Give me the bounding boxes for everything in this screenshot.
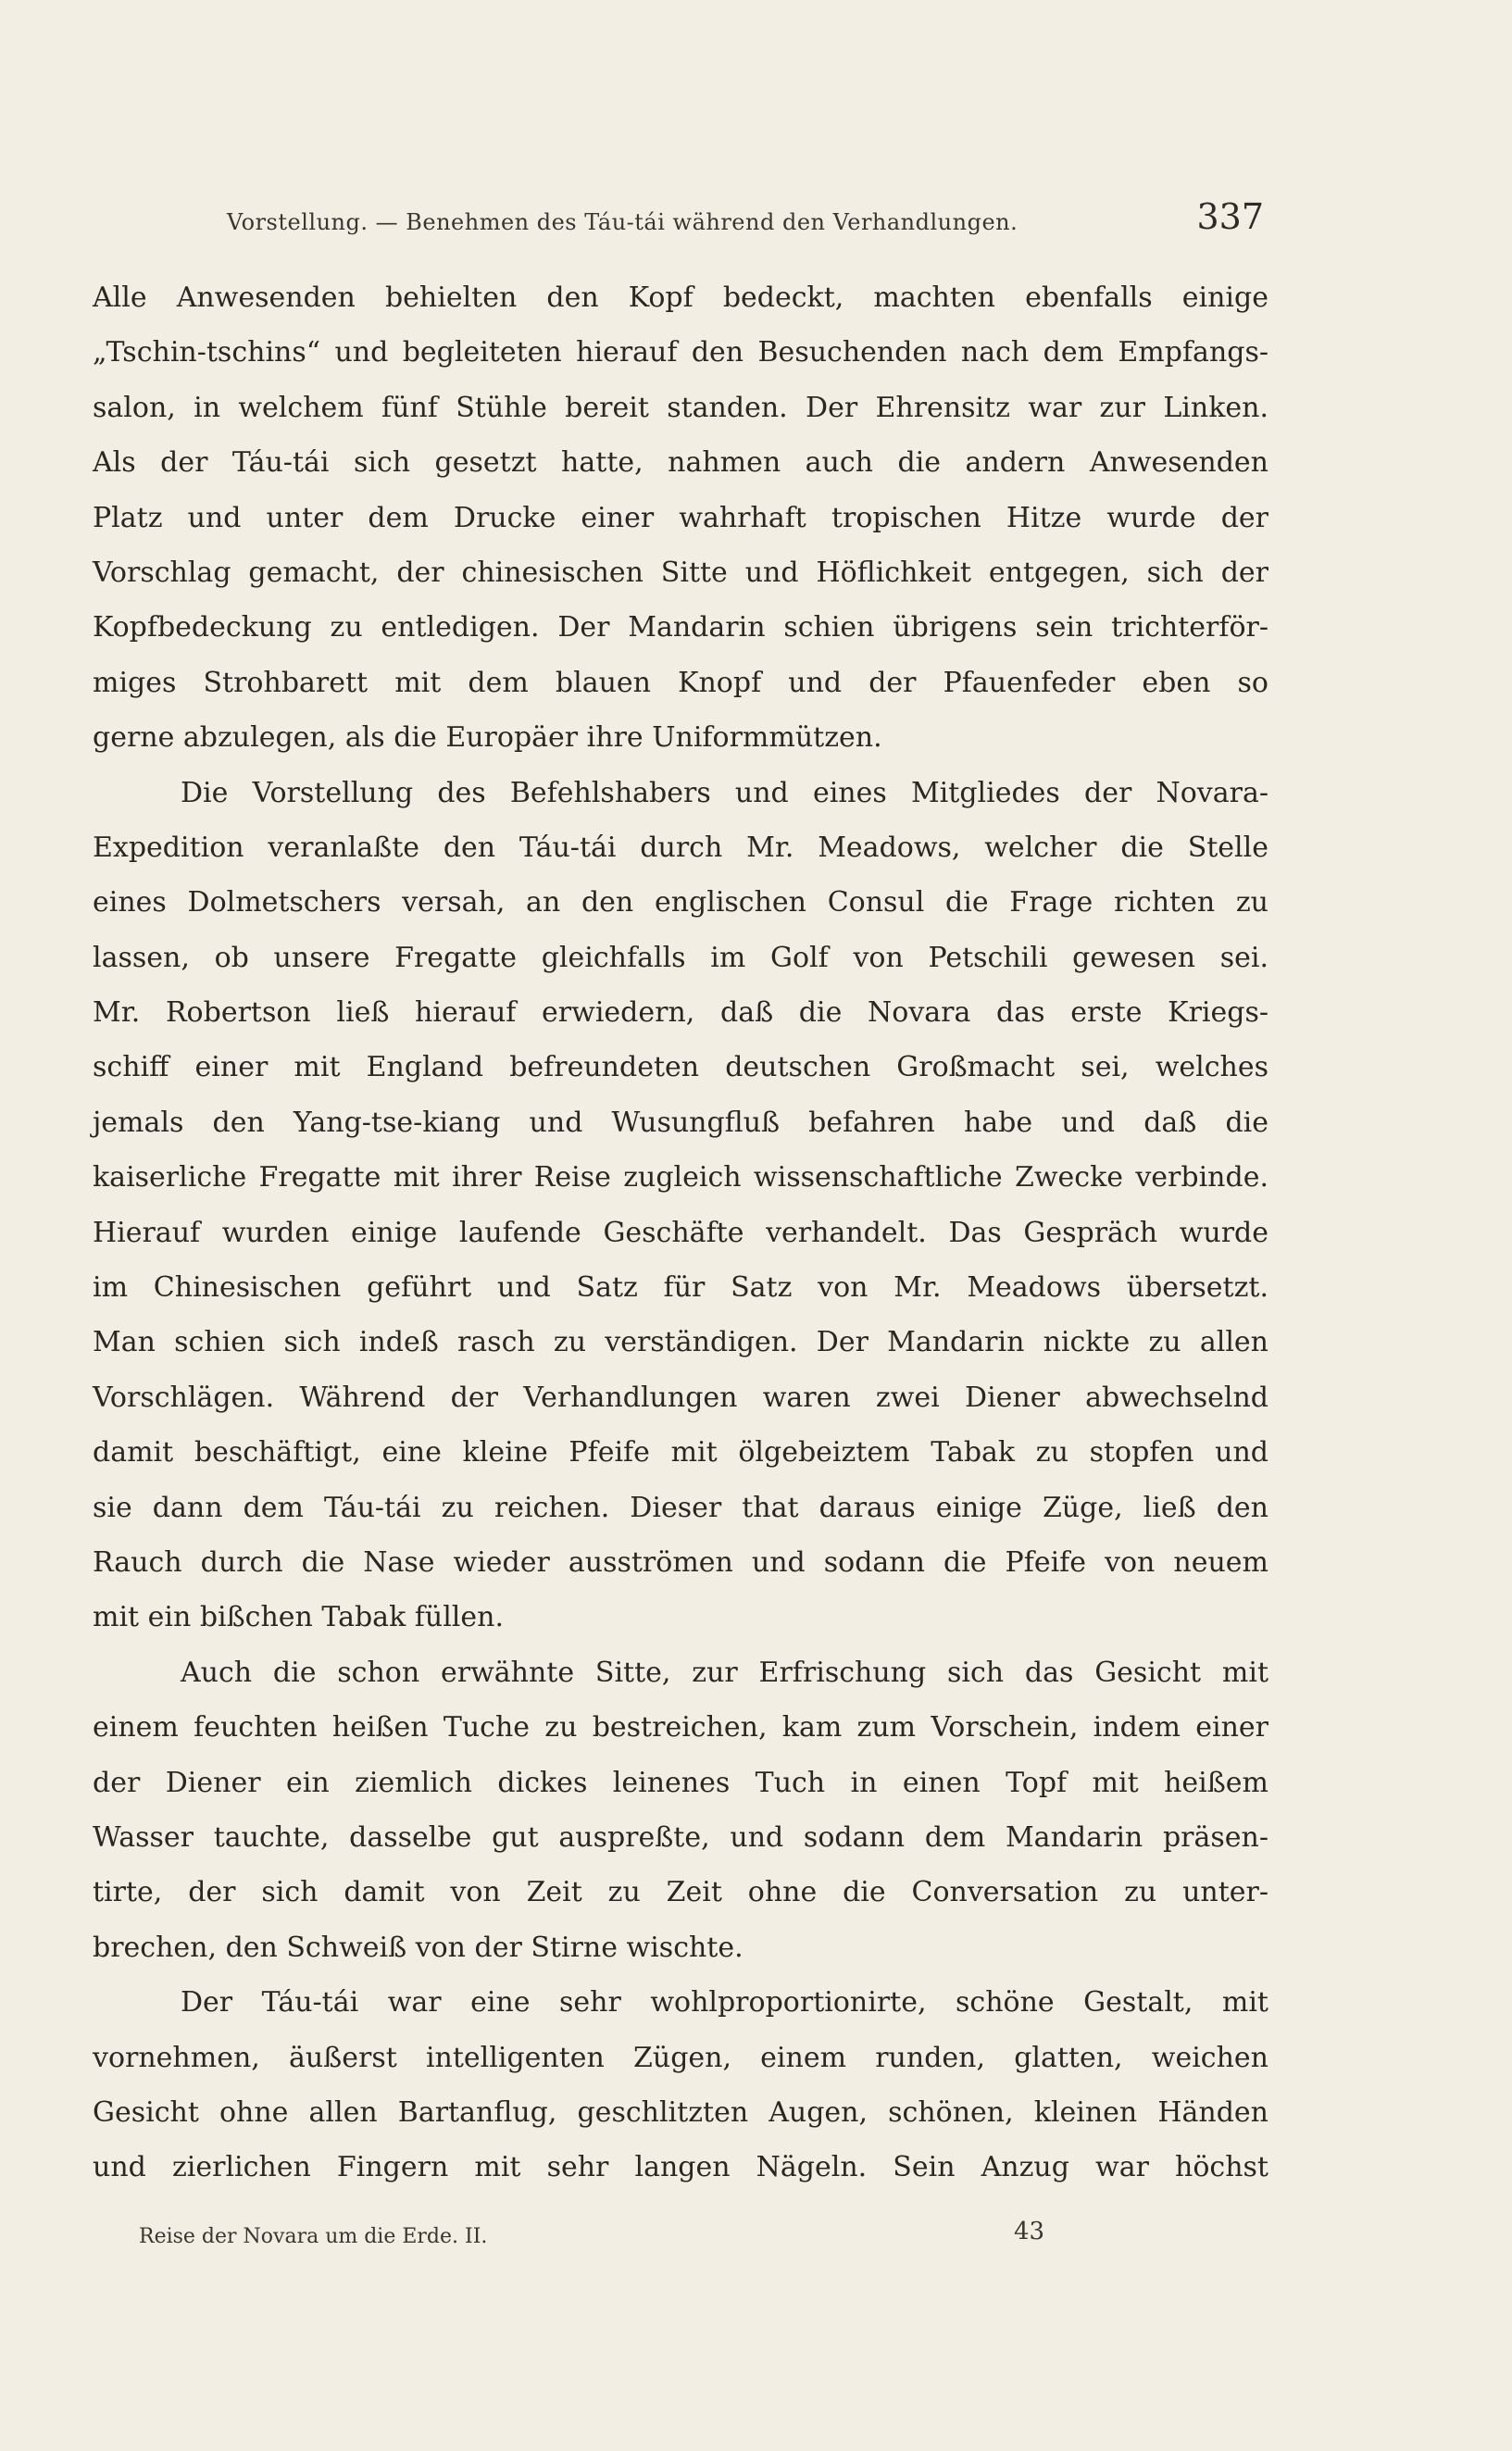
text-line: jemals den Yang-tse-kiang und Wusungfluß befahren habe und daß die [93,1106,1268,1139]
text-line: schiff einer mit England befreundeten deutschen Großmacht sei, welches [93,1051,1268,1084]
text-line: Kopfbedeckung zu entledigen. Der Mandarin schien übrigens sein trichterför- [93,611,1268,644]
text-line: salon, in welchem fünf Stühle bereit standen. Der Ehrensitz war zur Linken. [93,391,1268,424]
text-line: Platz und unter dem Drucke einer wahrhaft tropischen Hitze wurde der [93,501,1268,534]
text-line: eines Dolmetschers versah, an den englischen Consul die Frage richten zu [93,886,1268,919]
text-line: Hierauf wurden einige laufende Geschäfte verhandelt. Das Gespräch wurde [93,1216,1268,1249]
text-line: und zierlichen Fingern mit sehr langen Nägeln. Sein Anzug war höchst [93,2151,1268,2184]
text-line: miges Strohbarett mit dem blauen Knopf und der Pfauenfeder eben so [93,666,1268,699]
page-header [227,196,1264,252]
text-line: Gesicht ohne allen Bartanflug, geschlitzten Augen, schönen, kleinen Händen [93,2095,1268,2129]
text-line: brechen, den Schweiß von der Stirne wischte. [93,1931,744,1964]
text-line: vornehmen, äußerst intelligenten Zügen, einem runden, glatten, weichen [93,2041,1268,2074]
text-line: Auch die schon erwähnte Sitte, zur Erfrischung sich das Gesicht mit [181,1656,1268,1689]
text-line: im Chinesischen geführt und Satz für Satz von Mr. Meadows übersetzt. [93,1271,1268,1305]
text-line: Vorschlägen. Während der Verhandlungen waren zwei Diener abwechselnd [93,1381,1268,1414]
text-line: Wasser tauchte, dasselbe gut auspreßte, und sodann dem Mandarin präsen- [93,1820,1268,1854]
page-footer [139,2218,1065,2255]
text-line: Vorschlag gemacht, der chinesischen Sitte und Höflichkeit entgegen, sich der [93,556,1268,589]
text-line: Der Táu-tái war eine sehr wohlproportionirte, schöne Gestalt, mit [181,1986,1268,2020]
printer-signature: Reise der Novara um die Erde. II. [139,2225,488,2248]
text-line: Als der Táu-tái sich gesetzt hatte, nahmen auch die andern Anwesenden [93,446,1268,480]
text-line: kaiserliche Fregatte mit ihrer Reise zugleich wissenschaftliche Zwecke verbinde. [93,1161,1268,1194]
text-line: sie dann dem Táu-tái zu reichen. Dieser that daraus einige Züge, ließ den [93,1491,1268,1524]
text-line: einem feuchten heißen Tuche zu bestreichen, kam zum Vorschein, indem einer [93,1711,1268,1744]
sheet-number: 43 [1014,2218,1045,2245]
text-line: Expedition veranlaßte den Táu-tái durch Mr. Meadows, welcher die Stelle [93,831,1268,864]
page-number: 337 [1196,196,1264,237]
text-line: lassen, ob unsere Fregatte gleichfalls im Golf von Petschili gewesen sei. [93,941,1268,974]
text-line: der Diener ein ziemlich dickes leinenes Tuch in einen Topf mit heißem [93,1766,1268,1799]
text-line: Mr. Robertson ließ hierauf erwiedern, daß die Novara das erste Kriegs- [93,996,1268,1030]
text-line: damit beschäftigt, eine kleine Pfeife mit ölgebeiztem Tabak zu stopfen und [93,1436,1268,1469]
text-line: tirte, der sich damit von Zeit zu Zeit ohne die Conversation zu unter- [93,1876,1268,1909]
text-line: „Tschin-tschins“ und begleiteten hierauf den Besuchenden nach dem Empfangs- [93,336,1268,369]
text-line: gerne abzulegen, als die Europäer ihre Uniformmützen. [93,721,882,755]
text-line: mit ein bißchen Tabak füllen. [93,1601,505,1634]
body-text [93,270,1268,2195]
text-line: Man schien sich indeß rasch zu verständigen. Der Mandarin nickte zu allen [93,1326,1268,1359]
text-line: Rauch durch die Nase wieder ausströmen und sodann die Pfeife von neuem [93,1545,1268,1579]
running-head: Vorstellung. — Benehmen des Táu-tái während den Verhandlungen. [227,209,1018,235]
text-line: Die Vorstellung des Befehlshabers und eines Mitgliedes der Novara- [181,776,1268,809]
text-line: Alle Anwesenden behielten den Kopf bedeckt, machten ebenfalls einige [93,281,1268,314]
